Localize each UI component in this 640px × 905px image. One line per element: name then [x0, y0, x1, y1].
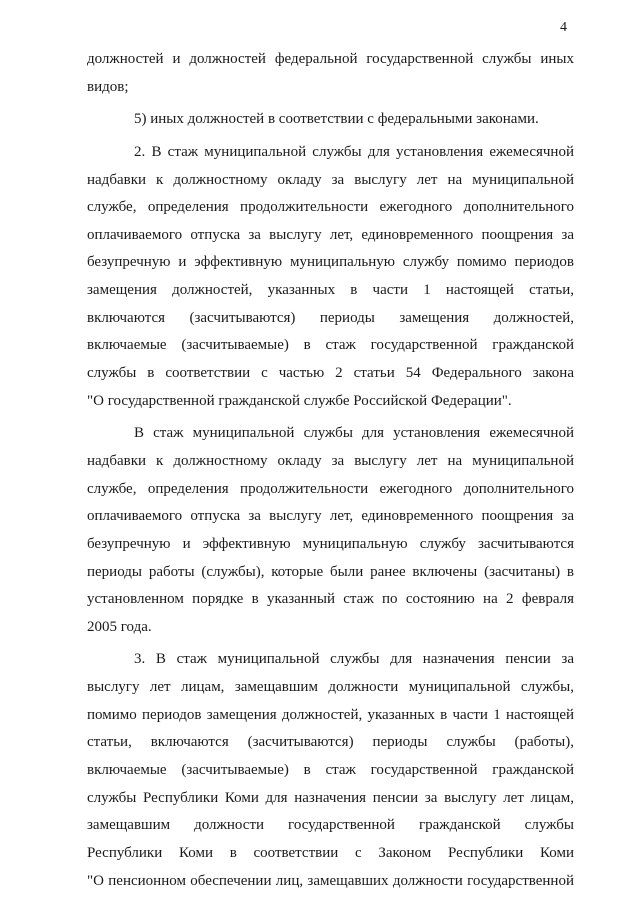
- text-line: периоды работы (службы), которые были ранее включены (засчитаны) в: [87, 563, 574, 580]
- text-line: службе, определения продолжительности ежегодного дополнительного: [87, 199, 574, 216]
- text-line: выслугу лет лицам, замещавшим должности муниципальной службы,: [87, 679, 574, 696]
- document-body: [87, 46, 574, 895]
- text-line: В стаж муниципальной службы для установления ежемесячной: [134, 425, 574, 442]
- text-line: службе, определения продолжительности ежегодного дополнительного: [87, 480, 574, 497]
- text-line: 3. В стаж муниципальной службы для назначения пенсии за: [134, 651, 574, 668]
- text-line: статьи, включаются (засчитываются) периоды службы (работы),: [87, 734, 574, 751]
- text-line: службы в соответствии с частью 2 статьи 54 Федерального закона: [87, 365, 574, 382]
- text-line: "О пенсионном обеспечении лиц, замещавших должности государственной: [87, 872, 574, 889]
- text-line: надбавки к должностному окладу за выслугу лет на муниципальной: [87, 171, 574, 188]
- paragraph-1: [87, 46, 574, 101]
- text-line: замещавшим должности государственной гражданской службы: [87, 817, 574, 834]
- text-line: надбавки к должностному окладу за выслугу лет на муниципальной: [87, 452, 574, 469]
- text-line: включаются (засчитываются) периоды замещения должностей,: [87, 309, 574, 326]
- text-line: замещения должностей, указанных в части 1 настоящей статьи,: [87, 282, 574, 299]
- text-line: 2. В стаж муниципальной службы для установления ежемесячной: [134, 143, 574, 160]
- text-line: помимо периодов замещения должностей, указанных в части 1 настоящей: [87, 706, 574, 723]
- text-line: оплачиваемого отпуска за выслугу лет, единовременного поощрения за: [87, 508, 574, 525]
- page-number: 4: [560, 20, 567, 35]
- text-line: должностей и должностей федеральной государственной службы иных: [87, 51, 574, 67]
- paragraph-4: [87, 420, 574, 641]
- paragraph-3: [87, 139, 574, 415]
- paragraph-5: [87, 646, 574, 895]
- text-line: службы Республики Коми для назначения пенсии за выслугу лет лицам,: [87, 789, 574, 806]
- text-line: установленном порядке в указанный стаж по состоянию на 2 февраля: [87, 591, 574, 608]
- text-line: "О государственной гражданской службе Российской Федерации".: [87, 392, 512, 409]
- text-line: 5) иных должностей в соответствии с федеральными законами.: [134, 111, 539, 128]
- text-line: 2005 года.: [87, 618, 152, 635]
- text-line: безупречную и эффективную муниципальную службу помимо периодов: [87, 254, 574, 271]
- text-line: безупречную и эффективную муниципальную службу засчитываются: [87, 535, 574, 552]
- paragraph-2: [87, 106, 574, 134]
- text-line: Республики Коми в соответствии с Законом Республики Коми: [87, 844, 574, 861]
- text-line: включаемые (засчитываемые) в стаж государственной гражданской: [87, 762, 574, 779]
- text-line: включаемые (засчитываемые) в стаж государственной гражданской: [87, 337, 574, 354]
- text-line: оплачиваемого отпуска за выслугу лет, единовременного поощрения за: [87, 226, 574, 243]
- text-line: видов;: [87, 78, 129, 95]
